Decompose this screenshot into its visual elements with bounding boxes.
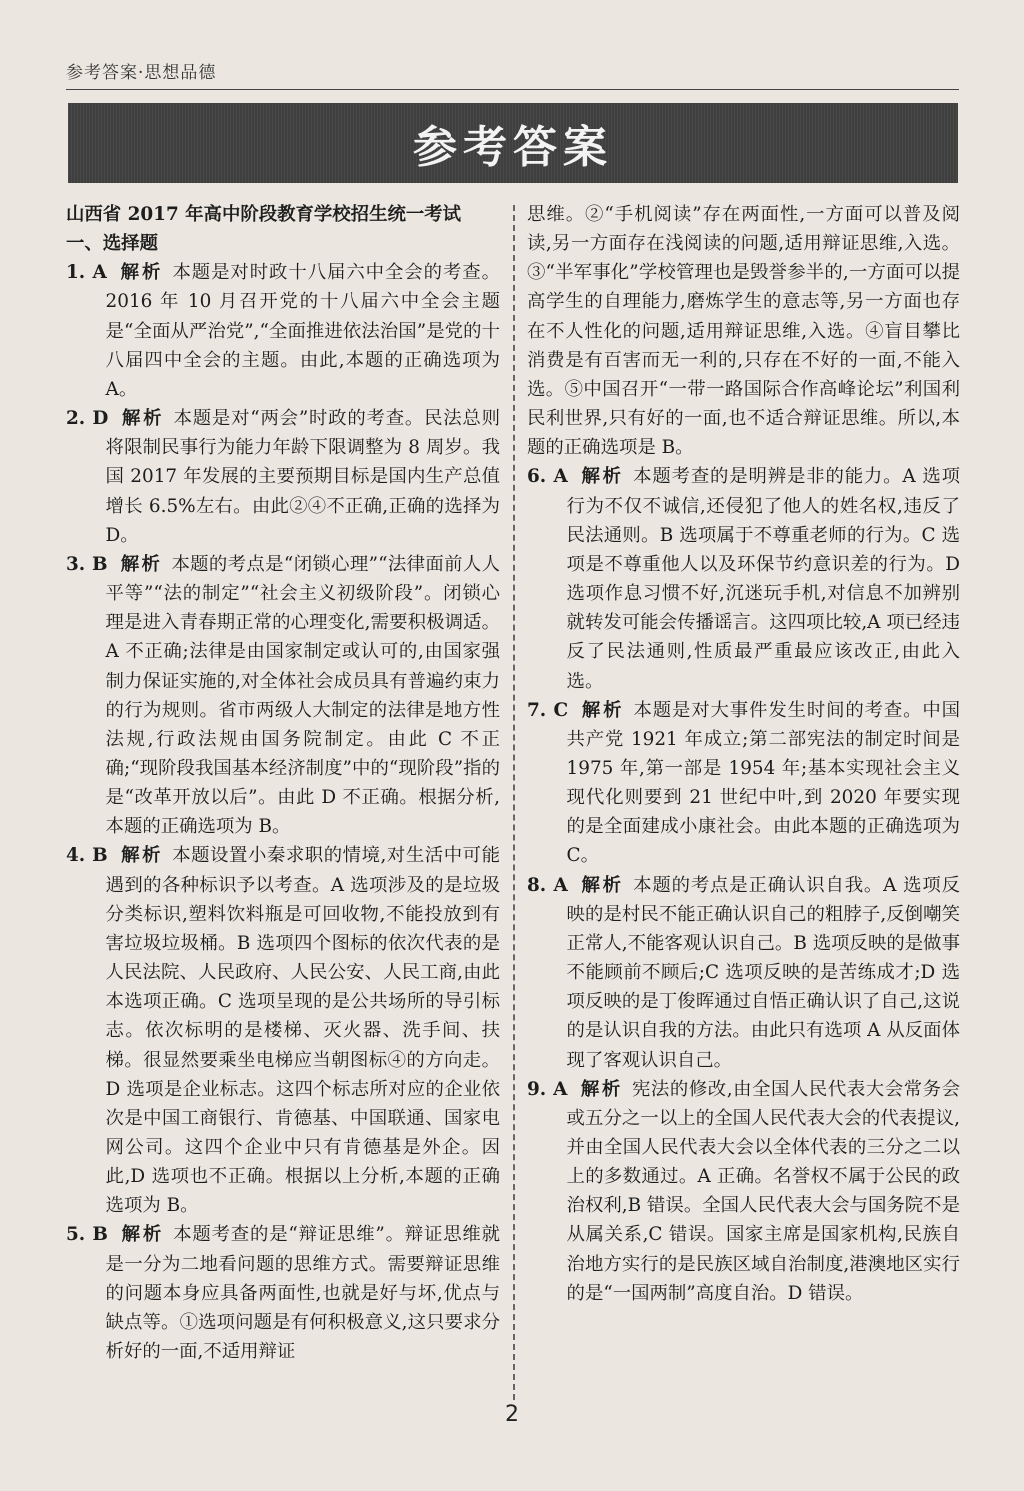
answer-number: 7. C: [527, 699, 569, 721]
answer-item: [66, 404, 500, 550]
answer-text: 宪法的修改,由全国人民代表大会常务会或五分之一以上的全国人民代表大会的代表提议,并由全国人民代表大会以全体代表的三分之二以上的多数通过。A 正确。名誉权不属于公民的政治权利,B 错误。全国人民代表大会与国务院不是从属关系,C 错误。国家主席是国家机构,民族自治地方实行的是民族区域自治制度,港澳地区实行的是“一国两制”高度自治。D 错误。: [566, 1078, 960, 1304]
answer-item: [66, 258, 500, 404]
answer-item: [527, 462, 960, 695]
answer-number: 8. A: [527, 874, 568, 896]
answer-text: 本题是对时政十八届六中全会的考查。2016 年 10 月召开党的十八届六中全会主题是“全面从严治党”,“全面推进依法治国”是党的十八届四中全会的主题。由此,本题的正确选项为 A。: [105, 262, 500, 400]
analysis-tag: 解析: [580, 699, 625, 721]
answer-text: 本题设置小秦求职的情境,对生活中可能遇到的各种标识予以考查。A 选项涉及的是垃圾分类标识,塑料饮料瓶是可回收物,不能投放到有害垃圾垃圾桶。B 选项四个图标的依次代表的是人民法院、人民政府、人民公安、人民工商,由此本选项正确。C 选项呈现的是公共场所的导引标志。依次标明的是楼梯、灭火器、洗手间、扶梯。很显然要乘坐电梯应当朝图标④的方向走。D 选项是企业标志。这四个标志所对应的企业依次是中国工商银行、肯德基、中国联通、国家电网公司。这四个企业中只有肯德基是外企。因此,D 选项也不正确。根据以上分析,本题的正确选项为 B。: [105, 845, 500, 1217]
exam-title: 山西省 2017 年高中阶段教育学校招生统一考试: [66, 204, 462, 225]
analysis-tag: 解析: [580, 466, 624, 488]
right-column: [527, 200, 960, 1308]
answer-item: [527, 1075, 960, 1308]
analysis-tag: 解析: [580, 874, 624, 896]
answer-text: 本题考查的是明辨是非的能力。A 选项行为不仅不诚信,还侵犯了他人的姓名权,违反了民法通则。B 选项属于不尊重老师的行为。C 选项是不尊重他人以及环保节约意识差的行为。D 选项作息习惯不好,沉迷玩手机,对信息不加辨别就转发可能会传播谣言。这四项比较,A 项已经违反了民法通则,性质最严重最应该改正,由此入选。: [566, 466, 960, 692]
page-number: 2: [505, 1402, 519, 1427]
answer-number: 1. A: [66, 262, 107, 284]
analysis-tag: 解析: [120, 553, 163, 575]
answer-continuation: 思维。②“手机阅读”存在两面性,一方面可以普及阅读,另一方面存在浅阅读的问题,适用辩证思维,入选。③“半军事化”学校管理也是毁誉参半的,一方面可以提高学生的自理能力,磨炼学生的意志等,另一方面也存在不人性化的问题,适用辩证思维,入选。④盲目攀比消费是有百害而无一利的,只存在不好的一面,不能入选。⑤中国召开“一带一路国际合作高峰论坛”利国利民利世界,只有好的一面,也不适合辩证思维。所以,本题的正确选项是 B。: [527, 204, 960, 459]
answer-text: 本题是对大事件发生时间的考查。中国共产党 1921 年成立;第二部宪法的制定时间是 1975 年,第一部是 1954 年;基本实现社会主义现代化则要到 21 世纪中叶,到 2020 年要实现的是全面建成小康社会。由此本题的正确选项为 C。: [566, 699, 960, 867]
answer-text: 本题是对“两会”时政的考查。民法总则将限制民事行为能力年龄下限调整为 8 周岁。我国 2017 年发展的主要预期目标是国内生产总值增长 6.5%左右。由此②④不正确,正确的选择为 D。: [105, 408, 500, 546]
answer-item: [66, 1220, 500, 1366]
left-column: [66, 200, 500, 1366]
analysis-tag: 解析: [120, 845, 164, 867]
analysis-tag: 解析: [119, 262, 164, 284]
analysis-tag: 解析: [121, 408, 165, 430]
answer-number: 5. B: [66, 1224, 108, 1246]
header-rule: [66, 89, 959, 90]
analysis-tag: 解析: [120, 1224, 165, 1246]
answer-number: 2. D: [66, 408, 109, 430]
answer-number: 3. B: [66, 553, 108, 575]
answer-item: [527, 696, 960, 871]
answer-item: [527, 871, 960, 1075]
answer-item: [66, 550, 500, 842]
running-header: 参考答案·思想品德: [66, 63, 217, 83]
answer-text: 本题考查的是“辩证思维”。辩证思维就是一分为二地看问题的思维方式。需要辩证思维的问题本身应具备两面性,也就是好与坏,优点与缺点等。①选项问题是有何积极意义,这只要求分析好的一面,不适用辩证: [105, 1224, 500, 1363]
section-heading: 一、选择题: [66, 233, 158, 255]
answer-number: 9. A: [527, 1078, 568, 1100]
banner-title: 参考答案: [413, 122, 613, 173]
column-divider: [513, 205, 515, 1400]
answer-text: 本题的考点是正确认识自我。A 选项反映的是村民不能正确认识自己的粗脖子,反倒嘲笑正常人,不能客观认识自己。B 选项反映的是做事不能顾前不顾后;C 选项反映的是苦练成才;D 选项反映的是丁俊晖通过自悟正确认识了自己,这说的是认识自我的方法。由此只有选项 A 从反面体现了客观认识自己。: [566, 874, 960, 1071]
answer-number: 6. A: [527, 466, 568, 488]
answer-item: [66, 841, 500, 1220]
answer-number: 4. B: [66, 845, 108, 867]
analysis-tag: 解析: [580, 1078, 623, 1100]
answer-text: 本题的考点是“闭锁心理”“法律面前人人平等”“法的制定”“社会主义初级阶段”。闭锁心理是进入青春期正常的心理变化,需要积极调适。A 不正确;法律是由国家制定或认可的,由国家强制力保证实施的,对全体社会成员具有普遍约束力的行为规则。省市两级人大制定的法律是地方性法规,行政法规由国务院制定。由此 C 不正确;“现阶段我国基本经济制度”中的“现阶段”指的是“改革开放以后”。由此 D 不正确。根据分析,本题的正确选项为 B。: [105, 553, 500, 838]
title-banner: [68, 103, 958, 183]
